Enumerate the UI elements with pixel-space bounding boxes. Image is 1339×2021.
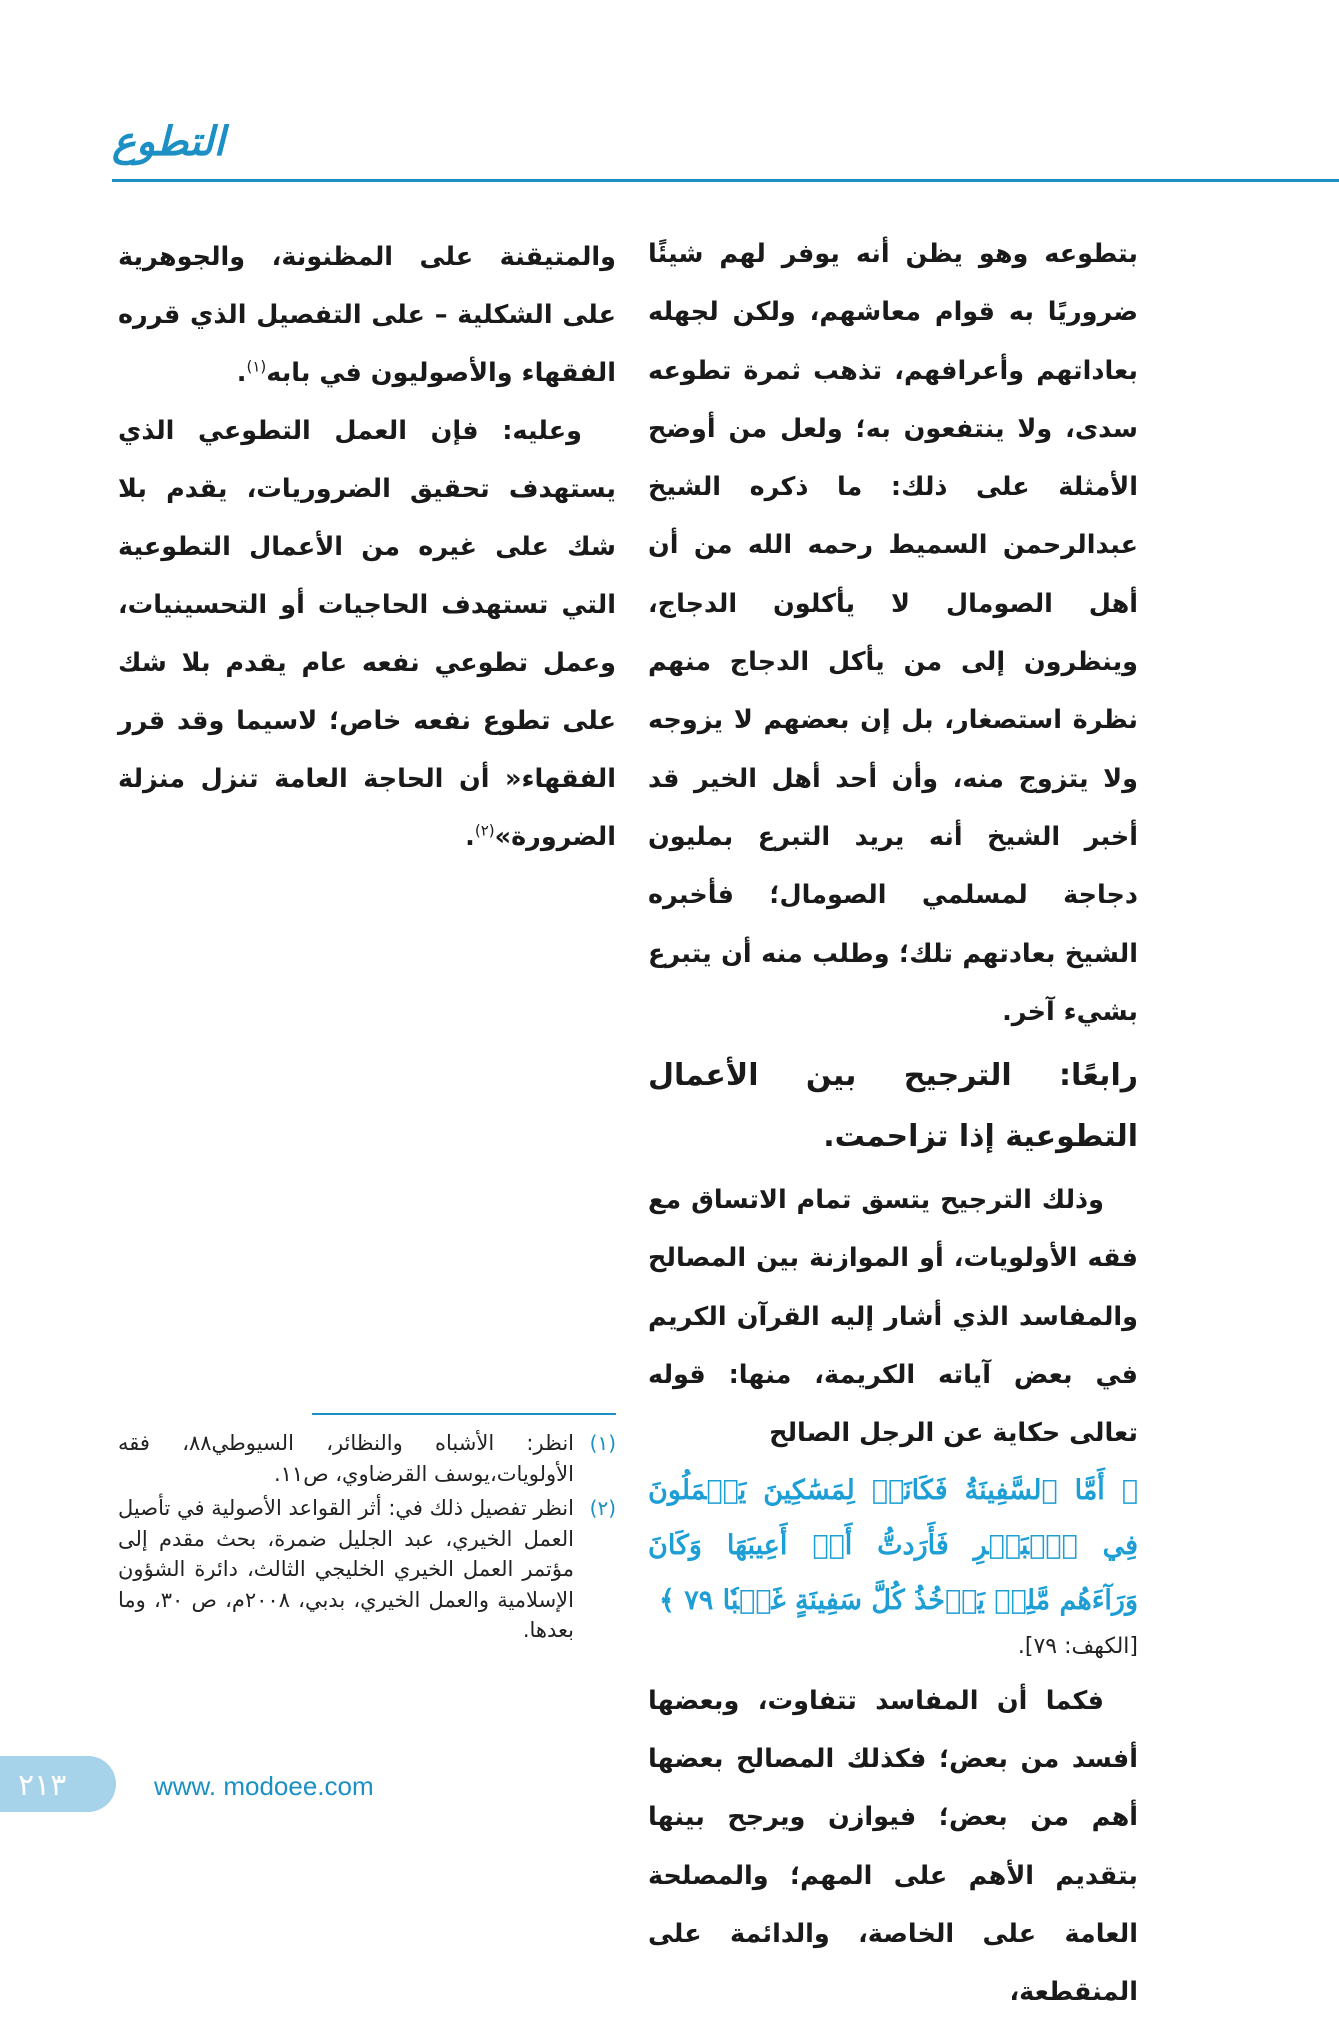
footnote-number: (١) (589, 1431, 616, 1455)
paragraph-text: وعليه: فإن العمل التطوعي الذي يستهدف تحقيق الضروريات، يقدم بلا شك على غيره من الأعمال التطوعية التي تستهدف الحاجيات أو التحسينيات، وعمل تطوعي نفعه عام يقدم بلا شك على تطوع نفعه خاص؛ لاسيما وقد قرر الفقهاء« أن الحاجة العامة تنزل منزلة الضرورة» (118, 416, 616, 852)
paragraph-somalia-example: بتطوعه وهو يظن أنه يوفر لهم شيئًا ضروريًا به قوام معاشهم، ولكن لجهله بعاداتهم وأعرافهم، تذهب ثمرة تطوعه سدى، ولا ينتفعون به؛ ولعل من أوضح الأمثلة على ذلك: ما ذكره الشيخ عبدالرحمن السميط رحمه الله من أن أهل الصومال لا يأكلون الدجاج، وينظرون إلى من يأكل الدجاج منهم نظرة استصغار، بل إن بعضهم لا يزوجه ولا يتزوج منه، وأن أحد أهل الخير قد أخبر الشيخ أنه يريد التبرع بمليون دجاجة لمسلمي الصومال؛ فأخبره الشيخ بعادتهم تلك؛ وطلب منه أن يتبرع بشيء آخر. (648, 239, 1138, 1027)
footnote-1 (118, 1428, 616, 1489)
paragraph-priorities: وذلك الترجيح يتسق تمام الاتساق مع فقه الأولويات، أو الموازنة بين المصالح والمفاسد الذي أشار إليه القرآن الكريم في بعض آياته الكريمة، منها: قوله تعالى حكاية عن الرجل الصالح (648, 1185, 1138, 1449)
website-link[interactable]: www. modoee.com (154, 1771, 374, 1801)
footnote-text: انظر تفصيل ذلك في: أثر القواعد الأصولية في تأصيل العمل الخيري، عبد الجليل ضمرة، بحث مقدم إلى مؤتمر العمل الخيري الخليجي الثالث، دائرة الشؤون الإسلامية والعمل الخيري، بدبي، ٢٠٠٨م، ص ٣٠، وما بعدها. (118, 1496, 574, 1642)
footnotes (118, 1428, 616, 1650)
section-heading-fourth: رابعًا: الترجيح بين الأعمال التطوعية إذا تزاحمت. (648, 1058, 1138, 1155)
paragraph-end: . (465, 822, 475, 852)
left-column (118, 228, 616, 866)
paragraph-end: . (236, 358, 247, 388)
footnote-ref-2[interactable]: (٢) (474, 821, 495, 840)
paragraph-certain-over-presumed (118, 228, 616, 402)
paragraph-therefore (118, 402, 616, 866)
surah-reference: [الكهف: ٧٩]. (1017, 1633, 1138, 1659)
page-number: ٢١٣ (18, 1768, 67, 1803)
paragraph-text: والمتيقنة على المظنونة، والجوهرية على الشكلية – على التفصيل الذي قرره الفقهاء والأصوليون في بابه (118, 242, 616, 388)
footnote-text: انظر: الأشباه والنظائر، السيوطي٨٨، فقه الأولويات،يوسف القرضاوي، ص١١. (118, 1431, 575, 1486)
footnote-ref-1[interactable]: (١) (246, 357, 267, 376)
quran-verse: ﴿ أَمَّا ٱلسَّفِينَةُ فَكَانَتۡ لِمَسَٰكِينَ يَعۡمَلُونَ فِي ٱلۡبَحۡرِ فَأَرَدتُّ أَنۡ أَعِيبَهَا وَكَانَ وَرَآءَهُم مَّلِكٞ يَأۡخُذُ كُلَّ سَفِينَةٍ غَصۡبٗا ٧٩ ﴾ (648, 1474, 1138, 1616)
footnote-divider (312, 1413, 616, 1415)
footnote-number: (٢) (589, 1496, 616, 1520)
header-divider (112, 179, 1339, 182)
page-header-title: التطوع (112, 118, 225, 165)
right-column (648, 225, 1138, 2021)
footnote-2 (118, 1493, 616, 1646)
paragraph-harms-benefits: فكما أن المفاسد تتفاوت، وبعضها أفسد من بعض؛ فكذلك المصالح بعضها أهم من بعض؛ فيوازن ويرجح بينها بتقديم الأهم على المهم؛ والمصلحة العامة على الخاصة، والدائمة على المنقطعة، (648, 1685, 1138, 2008)
